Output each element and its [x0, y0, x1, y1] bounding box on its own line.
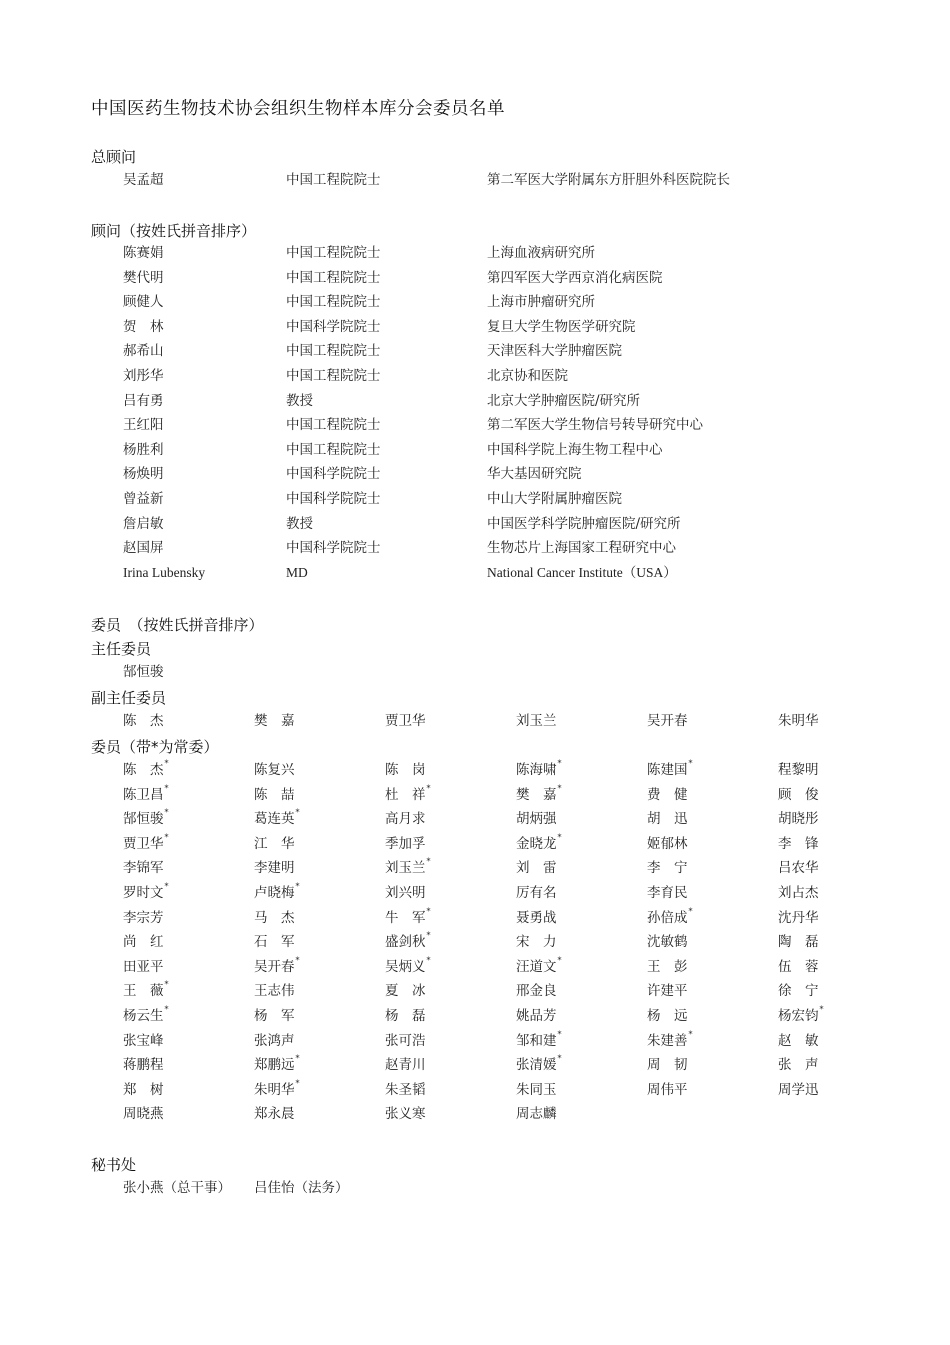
standing-member-mark: *: [557, 1054, 562, 1064]
member-cell: [647, 932, 688, 952]
member-cell: [516, 981, 557, 1001]
member-name: 季加孚: [385, 835, 426, 852]
vice-director-name: 贾卫华: [385, 713, 426, 729]
person-affiliation: 上海市肿瘤研究所: [487, 294, 595, 311]
person-name: 樊代明: [123, 269, 164, 286]
member-cell: [385, 858, 431, 878]
member-cell: [385, 760, 426, 780]
member-cell: [647, 981, 688, 1001]
member-name: 刘兴明: [385, 885, 426, 901]
person-affiliation: 北京大学肿瘤医院/研究所: [487, 392, 641, 409]
person-title: 中国工程院院士: [286, 368, 381, 384]
member-name: 王 薇: [123, 983, 164, 1000]
member-name: 陶 磊: [778, 934, 819, 951]
standing-member-mark: *: [426, 931, 431, 941]
member-name: 盛剑秋: [385, 934, 426, 951]
member-cell: [516, 834, 562, 854]
person-affiliation: 中山大学附属肿瘤医院: [487, 491, 622, 507]
standing-member-mark: *: [164, 759, 169, 768]
member-cell: [647, 1080, 688, 1100]
person-affiliation: 北京协和医院: [487, 368, 568, 384]
member-cell: [254, 1006, 295, 1026]
person-title: 中国工程院院士: [286, 172, 381, 188]
member-name: 郑鹏远: [254, 1057, 295, 1074]
member-name: 张鸿声: [254, 1032, 295, 1049]
member-name: 孙倍成: [647, 909, 688, 926]
member-name: 胡 迅: [647, 811, 688, 828]
member-cell: [385, 1031, 426, 1051]
vice-director-name: 朱明华: [778, 713, 819, 729]
member-name: 樊 嘉: [516, 786, 557, 803]
standing-member-mark: *: [426, 906, 431, 916]
member-name: 宋 力: [516, 934, 557, 951]
member-cell: [778, 883, 819, 903]
member-name: 陈 喆: [254, 786, 295, 803]
member-cell: [647, 1006, 688, 1026]
standing-member-mark: *: [295, 955, 300, 965]
member-cell: [385, 809, 426, 829]
member-name: 李宗芳: [123, 909, 164, 926]
member-name: 卢晓梅: [254, 885, 295, 901]
member-name: 姚品芳: [516, 1008, 557, 1024]
member-cell: [647, 883, 688, 903]
member-name: 周伟平: [647, 1081, 688, 1098]
member-name: 周学迅: [778, 1081, 819, 1098]
member-cell: [778, 932, 819, 952]
member-cell: [516, 932, 557, 952]
vice-director-name: 吴开春: [647, 713, 688, 729]
standing-member-mark: *: [688, 759, 693, 768]
standing-member-mark: *: [164, 808, 169, 818]
member-cell: [385, 932, 431, 952]
person-name: 郝希山: [123, 343, 164, 360]
member-cell: [516, 760, 562, 780]
member-name: 周 韧: [647, 1057, 688, 1074]
standing-member-mark: *: [164, 980, 169, 990]
member-cell: [516, 883, 557, 903]
member-name: 葛连英: [254, 811, 295, 828]
members-heading: 委员（带*为常委）: [91, 738, 219, 756]
director-name: 郜恒骏: [123, 664, 164, 680]
member-name: 杨宏钧: [778, 1008, 819, 1024]
member-name: 朱同玉: [516, 1081, 557, 1098]
person-title: 中国科学院院士: [286, 318, 381, 335]
member-cell: [385, 785, 431, 805]
member-name: 李育民: [647, 885, 688, 901]
member-name: 田亚平: [123, 958, 164, 975]
member-name: 高月求: [385, 811, 426, 828]
member-cell: [123, 883, 169, 903]
standing-member-mark: *: [426, 955, 431, 965]
member-name: 杨 军: [254, 1008, 295, 1024]
member-name: 周志麟: [516, 1106, 557, 1123]
member-cell: [385, 1006, 426, 1026]
standing-member-mark: *: [688, 1029, 693, 1039]
person-affiliation: 中国医学科学院肿瘤医院/研究所: [487, 515, 681, 532]
vice-director-name: 陈 杰: [123, 713, 164, 729]
person-affiliation: 第二军医大学附属东方肝胆外科医院院长: [487, 172, 730, 188]
member-cell: [516, 809, 557, 829]
member-cell: [647, 957, 688, 977]
person-affiliation: 生物芯片上海国家工程研究中心: [487, 540, 676, 557]
person-title: 教授: [286, 515, 313, 532]
member-name: 吕农华: [778, 860, 819, 877]
member-cell: [778, 809, 819, 829]
person-name: 王红阳: [123, 417, 164, 434]
person-affiliation: 华大基因研究院: [487, 466, 582, 483]
person-name: Irina Lubensky: [123, 564, 206, 580]
member-cell: [778, 908, 819, 928]
person-title: 中国科学院院士: [286, 491, 381, 507]
member-cell: [516, 1080, 557, 1100]
member-cell: [123, 809, 169, 829]
person-name: 詹启敏: [123, 515, 164, 532]
member-name: 许建平: [647, 983, 688, 1000]
member-cell: [647, 809, 688, 829]
member-cell: [516, 1006, 557, 1026]
member-cell: [254, 908, 295, 928]
member-cell: [647, 1031, 693, 1051]
member-cell: [123, 834, 169, 854]
member-name: 杜 祥: [385, 786, 426, 803]
member-name: 张清媛: [516, 1057, 557, 1074]
member-name: 江 华: [254, 835, 295, 852]
person-title: 中国科学院院士: [286, 540, 381, 557]
member-cell: [516, 908, 557, 928]
member-cell: [778, 957, 819, 977]
member-cell: [385, 957, 431, 977]
member-name: 尚 红: [123, 934, 164, 951]
document-title: 中国医药生物技术协会组织生物样本库分会委员名单: [91, 99, 505, 119]
secretariat-entry: 吕佳怡（法务）: [254, 1180, 349, 1196]
member-cell: [385, 883, 426, 903]
member-cell: [647, 908, 693, 928]
person-affiliation: 上海血液病研究所: [487, 245, 595, 261]
member-cell: [647, 1055, 688, 1075]
member-name: 胡炳强: [516, 811, 557, 828]
member-cell: [254, 858, 295, 878]
standing-member-mark: *: [295, 1054, 300, 1064]
member-cell: [123, 1080, 164, 1100]
member-cell: [254, 957, 300, 977]
member-name: 程黎明: [778, 762, 819, 778]
member-name: 李锦军: [123, 860, 164, 877]
member-cell: [516, 1104, 557, 1124]
vice-director-name: 樊 嘉: [254, 713, 295, 729]
member-cell: [123, 1031, 164, 1051]
member-name: 邢金良: [516, 983, 557, 1000]
member-name: 陈复兴: [254, 762, 295, 778]
member-cell: [123, 1006, 169, 1026]
member-name: 费 健: [647, 786, 688, 803]
member-name: 陈 杰: [123, 762, 164, 778]
member-name: 王 彭: [647, 958, 688, 975]
standing-member-mark: *: [295, 1078, 300, 1088]
member-name: 杨云生: [123, 1008, 164, 1024]
member-name: 石 军: [254, 934, 295, 951]
member-cell: [516, 785, 562, 805]
member-cell: [254, 760, 295, 780]
director-heading: 主任委员: [91, 640, 152, 658]
vice-directors-heading: 副主任委员: [91, 689, 167, 707]
member-name: 李 锋: [778, 835, 819, 852]
member-name: 陈海啸: [516, 762, 557, 778]
person-title: 中国工程院院士: [286, 441, 381, 458]
member-cell: [516, 1055, 562, 1075]
member-cell: [254, 932, 295, 952]
person-title: 教授: [286, 392, 313, 409]
person-name: 赵国屏: [123, 540, 164, 557]
member-name: 朱圣韬: [385, 1081, 426, 1098]
standing-member-mark: *: [688, 906, 693, 916]
standing-member-mark: *: [426, 857, 431, 867]
person-title: 中国科学院院士: [286, 466, 381, 483]
member-name: 李 宁: [647, 860, 688, 877]
member-cell: [778, 981, 819, 1001]
member-cell: [254, 1104, 295, 1124]
member-name: 聂勇战: [516, 909, 557, 926]
member-name: 陈建国: [647, 762, 688, 778]
member-cell: [647, 858, 688, 878]
member-cell: [385, 1104, 426, 1124]
member-cell: [778, 1055, 819, 1075]
person-name: 刘彤华: [123, 368, 164, 384]
standing-member-mark: *: [557, 1029, 562, 1039]
member-name: 夏 冰: [385, 983, 426, 1000]
member-name: 郑永晨: [254, 1106, 295, 1123]
member-cell: [254, 883, 300, 903]
member-name: 伍 蓉: [778, 958, 819, 975]
member-name: 张宝峰: [123, 1032, 164, 1049]
member-name: 贾卫华: [123, 835, 164, 852]
standing-member-mark: *: [819, 1005, 824, 1014]
member-cell: [516, 957, 562, 977]
member-name: 金晓龙: [516, 835, 557, 852]
member-name: 朱明华: [254, 1081, 295, 1098]
vice-director-name: 刘玉兰: [516, 713, 557, 729]
member-cell: [254, 1055, 300, 1075]
standing-member-mark: *: [557, 832, 562, 842]
member-cell: [647, 785, 688, 805]
standing-member-mark: *: [164, 1005, 169, 1014]
person-title: MD: [286, 564, 308, 580]
standing-member-mark: *: [557, 783, 562, 793]
member-name: 李建明: [254, 860, 295, 877]
member-cell: [778, 1080, 819, 1100]
member-name: 汪道文: [516, 958, 557, 975]
member-name: 刘玉兰: [385, 860, 426, 877]
member-cell: [778, 1006, 824, 1026]
member-name: 张可浩: [385, 1032, 426, 1049]
person-affiliation: 第二军医大学生物信号转导研究中心: [487, 417, 703, 434]
standing-member-mark: *: [164, 832, 169, 842]
person-affiliation: 复旦大学生物医学研究院: [487, 318, 636, 335]
member-cell: [254, 1080, 300, 1100]
member-name: 刘 雷: [516, 860, 557, 877]
member-cell: [254, 834, 295, 854]
person-name: 贺 林: [123, 318, 164, 335]
member-cell: [254, 809, 300, 829]
person-title: 中国工程院院士: [286, 343, 381, 360]
person-name: 顾健人: [123, 294, 164, 311]
standing-member-mark: *: [295, 808, 300, 818]
member-name: 赵 敏: [778, 1032, 819, 1049]
member-cell: [778, 1031, 819, 1051]
member-name: 马 杰: [254, 909, 295, 926]
member-name: 朱建善: [647, 1032, 688, 1049]
member-name: 杨 远: [647, 1008, 688, 1024]
member-cell: [385, 1080, 426, 1100]
person-name: 杨焕明: [123, 466, 164, 483]
member-cell: [385, 834, 426, 854]
person-affiliation: 第四军医大学西京消化病医院: [487, 269, 663, 286]
member-cell: [123, 760, 169, 780]
member-cell: [123, 932, 164, 952]
member-name: 郜恒骏: [123, 811, 164, 828]
member-name: 赵青川: [385, 1057, 426, 1074]
member-cell: [123, 785, 169, 805]
person-title: 中国工程院院士: [286, 269, 381, 286]
member-name: 罗时文: [123, 885, 164, 901]
member-cell: [516, 1031, 562, 1051]
person-name: 吕有勇: [123, 392, 164, 409]
member-name: 厉有名: [516, 885, 557, 901]
member-name: 郑 树: [123, 1081, 164, 1098]
member-name: 胡晓彤: [778, 811, 819, 828]
person-name: 杨胜利: [123, 441, 164, 458]
member-name: 徐 宁: [778, 983, 819, 1000]
member-name: 沈敏鹤: [647, 934, 688, 951]
standing-member-mark: *: [426, 783, 431, 793]
member-cell: [123, 858, 164, 878]
member-name: 牛 军: [385, 909, 426, 926]
member-cell: [385, 1055, 426, 1075]
member-cell: [123, 908, 164, 928]
secretariat-entry: 张小燕（总干事）: [123, 1180, 231, 1196]
member-name: 蒋鹏程: [123, 1057, 164, 1074]
member-name: 杨 磊: [385, 1008, 426, 1024]
member-cell: [516, 858, 557, 878]
person-title: 中国工程院院士: [286, 294, 381, 311]
standing-member-mark: *: [295, 882, 300, 891]
member-cell: [647, 760, 693, 780]
member-cell: [647, 834, 688, 854]
member-cell: [778, 834, 819, 854]
member-cell: [385, 981, 426, 1001]
standing-member-mark: *: [164, 882, 169, 891]
member-name: 王志伟: [254, 983, 295, 1000]
member-name: 刘占杰: [778, 885, 819, 901]
member-cell: [778, 760, 819, 780]
chief-advisor-heading: 总顾问: [91, 148, 137, 166]
member-name: 邹和建: [516, 1032, 557, 1049]
committee-heading: 委员 （按姓氏拼音排序）: [91, 616, 264, 634]
member-name: 陈 岗: [385, 762, 426, 778]
member-name: 吴开春: [254, 958, 295, 975]
person-affiliation: National Cancer Institute（USA）: [487, 564, 677, 580]
person-name: 曾益新: [123, 491, 164, 507]
person-title: 中国工程院院士: [286, 245, 381, 261]
standing-member-mark: *: [557, 759, 562, 768]
member-cell: [123, 1104, 164, 1124]
person-name: 吴孟超: [123, 172, 164, 188]
member-name: 张义寒: [385, 1106, 426, 1123]
member-name: 陈卫昌: [123, 786, 164, 803]
person-name: 陈赛娟: [123, 245, 164, 261]
member-name: 姬郁林: [647, 835, 688, 852]
member-cell: [778, 858, 819, 878]
member-name: 张 声: [778, 1057, 819, 1074]
member-cell: [254, 1031, 295, 1051]
member-cell: [778, 785, 819, 805]
member-name: 吴炳义: [385, 958, 426, 975]
advisors-heading: 顾问（按姓氏拼音排序）: [91, 222, 257, 240]
person-affiliation: 天津医科大学肿瘤医院: [487, 343, 622, 360]
standing-member-mark: *: [164, 783, 169, 793]
member-cell: [254, 981, 295, 1001]
person-affiliation: 中国科学院上海生物工程中心: [487, 441, 663, 458]
person-title: 中国工程院院士: [286, 417, 381, 434]
member-cell: [254, 785, 295, 805]
member-cell: [123, 981, 169, 1001]
secretariat-heading: 秘书处: [91, 1156, 137, 1174]
member-name: 周晓燕: [123, 1106, 164, 1123]
member-cell: [123, 1055, 164, 1075]
standing-member-mark: *: [557, 955, 562, 965]
member-cell: [385, 908, 431, 928]
member-name: 沈丹华: [778, 909, 819, 926]
member-name: 顾 俊: [778, 786, 819, 803]
member-cell: [123, 957, 164, 977]
